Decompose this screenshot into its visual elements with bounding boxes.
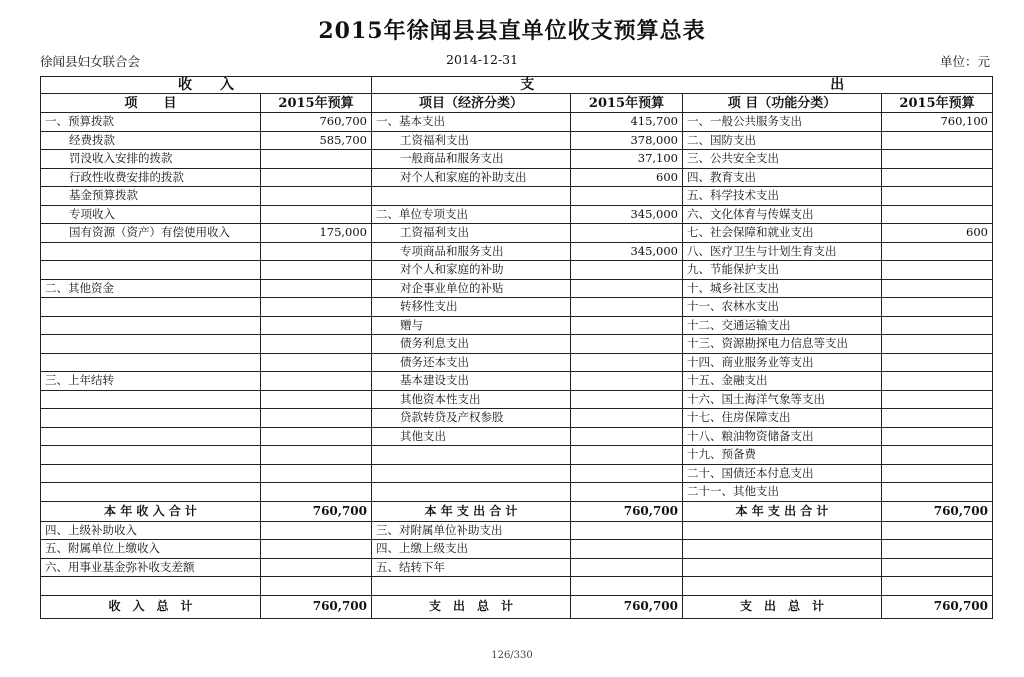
func-budget — [882, 483, 993, 502]
func-item: 七、社会保障和就业支出 — [683, 224, 882, 243]
income-total-label: 本 年 收 入 合 计 — [41, 501, 261, 521]
col-budget-income: 2015年预算 — [261, 94, 372, 113]
expense-header-left: 支 — [372, 77, 683, 94]
income-budget — [261, 540, 372, 559]
header-row-1 — [41, 77, 993, 94]
econ-budget — [571, 316, 683, 335]
econ-budget — [571, 279, 683, 298]
econ-item: 四、上缴上级支出 — [372, 540, 571, 559]
func-item: 十六、国土海洋气象等支出 — [683, 390, 882, 409]
table-row — [41, 242, 993, 261]
econ-budget — [571, 372, 683, 391]
income-item: 四、上级补助收入 — [41, 521, 261, 540]
func-item: 十二、交通运输支出 — [683, 316, 882, 335]
func-budget — [882, 558, 993, 577]
func-budget — [882, 390, 993, 409]
econ-item: 五、结转下年 — [372, 558, 571, 577]
income-item: 五、附属单位上缴收入 — [41, 540, 261, 559]
table-row — [41, 261, 993, 280]
income-grand-label: 收 入 总 计 — [41, 595, 261, 618]
func-budget — [882, 353, 993, 372]
income-item — [41, 427, 261, 446]
organization-name: 徐闻县妇女联合会 — [40, 54, 141, 69]
func-budget — [882, 335, 993, 354]
econ-budget — [571, 390, 683, 409]
econ-budget — [571, 521, 683, 540]
income-item — [41, 353, 261, 372]
func-item: 十七、住房保障支出 — [683, 409, 882, 428]
col-func: 项 目（功能分类） — [683, 94, 882, 113]
econ-item: 工资福利支出 — [372, 131, 571, 150]
income-item — [41, 242, 261, 261]
econ-item: 对企事业单位的补贴 — [372, 279, 571, 298]
income-item: 六、用事业基金弥补收支差额 — [41, 558, 261, 577]
func-budget — [882, 521, 993, 540]
income-budget — [261, 335, 372, 354]
func-item: 十四、商业服务业等支出 — [683, 353, 882, 372]
econ-item: 赠与 — [372, 316, 571, 335]
econ-budget: 600 — [571, 168, 683, 187]
table-row — [41, 150, 993, 169]
econ-budget: 415,700 — [571, 113, 683, 132]
econ-budget — [571, 187, 683, 206]
func-budget — [882, 577, 993, 596]
income-budget — [261, 483, 372, 502]
func-item — [683, 558, 882, 577]
econ-budget — [571, 577, 683, 596]
econ-item — [372, 446, 571, 465]
econ-item: 二、单位专项支出 — [372, 205, 571, 224]
table-row — [41, 353, 993, 372]
budget-table — [40, 76, 993, 619]
econ-item: 一、基本支出 — [372, 113, 571, 132]
table-row — [41, 577, 993, 596]
col-budget-func: 2015年预算 — [882, 94, 993, 113]
econ-budget — [571, 446, 683, 465]
econ-budget — [571, 558, 683, 577]
income-item: 二、其他资金 — [41, 279, 261, 298]
income-budget — [261, 187, 372, 206]
func-item: 三、公共安全支出 — [683, 150, 882, 169]
header-row-2 — [41, 94, 993, 113]
func-item: 十一、农林水支出 — [683, 298, 882, 317]
econ-budget — [571, 261, 683, 280]
econ-item: 贷款转贷及产权参股 — [372, 409, 571, 428]
income-item — [41, 390, 261, 409]
func-budget: 760,100 — [882, 113, 993, 132]
income-budget — [261, 390, 372, 409]
page-title: 2015年徐闻县县直单位收支预算总表 — [318, 18, 706, 44]
func-item: 九、节能保护支出 — [683, 261, 882, 280]
econ-item: 对个人和家庭的补助支出 — [372, 168, 571, 187]
table-row — [41, 298, 993, 317]
income-budget — [261, 427, 372, 446]
func-item: 十九、预备费 — [683, 446, 882, 465]
econ-item: 工资福利支出 — [372, 224, 571, 243]
table-row — [41, 279, 993, 298]
table-row — [41, 409, 993, 428]
econ-budget: 345,000 — [571, 205, 683, 224]
income-budget — [261, 261, 372, 280]
income-budget: 760,700 — [261, 113, 372, 132]
func-total-value: 760,700 — [882, 501, 993, 521]
econ-budget: 345,000 — [571, 242, 683, 261]
func-item: 二十、国债还本付息支出 — [683, 464, 882, 483]
econ-budget — [571, 224, 683, 243]
econ-item: 专项商品和服务支出 — [372, 242, 571, 261]
income-budget — [261, 521, 372, 540]
econ-item: 债务利息支出 — [372, 335, 571, 354]
econ-item — [372, 464, 571, 483]
func-item: 十八、粮油物资储备支出 — [683, 427, 882, 446]
table-row — [41, 316, 993, 335]
income-item: 一、预算拨款 — [41, 113, 261, 132]
income-budget — [261, 205, 372, 224]
col-item: 项 目 — [41, 94, 261, 113]
table-row — [41, 372, 993, 391]
income-item: 罚没收入安排的拨款 — [41, 150, 261, 169]
func-item: 四、教育支出 — [683, 168, 882, 187]
income-budget — [261, 577, 372, 596]
income-item: 基金预算拨款 — [41, 187, 261, 206]
econ-total-label: 本 年 支 出 合 计 — [372, 501, 571, 521]
table-row — [41, 335, 993, 354]
func-item: 一、一般公共服务支出 — [683, 113, 882, 132]
meta-line — [40, 52, 990, 70]
econ-budget: 378,000 — [571, 131, 683, 150]
func-budget — [882, 298, 993, 317]
table-row — [41, 558, 993, 577]
income-item: 行政性收费安排的拨款 — [41, 168, 261, 187]
income-budget — [261, 464, 372, 483]
econ-item: 对个人和家庭的补助 — [372, 261, 571, 280]
table-row — [41, 113, 993, 132]
func-item: 五、科学技术支出 — [683, 187, 882, 206]
econ-budget — [571, 353, 683, 372]
income-item: 专项收入 — [41, 205, 261, 224]
func-budget — [882, 372, 993, 391]
income-item: 经费拨款 — [41, 131, 261, 150]
income-item — [41, 298, 261, 317]
econ-item: 一般商品和服务支出 — [372, 150, 571, 169]
col-econ: 项目（经济分类） — [372, 94, 571, 113]
income-grand-value: 760,700 — [261, 595, 372, 618]
income-item: 国有资源（资产）有偿使用收入 — [41, 224, 261, 243]
func-item: 二、国防支出 — [683, 131, 882, 150]
econ-budget: 37,100 — [571, 150, 683, 169]
func-budget — [882, 242, 993, 261]
func-budget — [882, 316, 993, 335]
func-item: 十、城乡社区支出 — [683, 279, 882, 298]
econ-budget — [571, 483, 683, 502]
func-item: 十五、金融支出 — [683, 372, 882, 391]
table-row — [41, 390, 993, 409]
table-row — [41, 521, 993, 540]
econ-budget — [571, 409, 683, 428]
func-budget — [882, 540, 993, 559]
func-grand-label: 支 出 总 计 — [683, 595, 882, 618]
econ-item — [372, 577, 571, 596]
income-budget — [261, 150, 372, 169]
table-row — [41, 427, 993, 446]
income-budget — [261, 372, 372, 391]
func-total-label: 本 年 支 出 合 计 — [683, 501, 882, 521]
table-row — [41, 224, 993, 243]
income-item: 三、上年结转 — [41, 372, 261, 391]
income-budget: 585,700 — [261, 131, 372, 150]
func-item: 八、医疗卫生与计划生育支出 — [683, 242, 882, 261]
income-item — [41, 335, 261, 354]
expense-header-right: 出 — [683, 77, 993, 94]
income-item — [41, 483, 261, 502]
annual-total-row — [41, 501, 993, 521]
econ-item: 其他资本性支出 — [372, 390, 571, 409]
econ-budget — [571, 464, 683, 483]
econ-item: 债务还本支出 — [372, 353, 571, 372]
func-budget — [882, 446, 993, 465]
func-budget — [882, 168, 993, 187]
income-budget — [261, 316, 372, 335]
econ-item — [372, 187, 571, 206]
econ-item — [372, 483, 571, 502]
func-budget — [882, 427, 993, 446]
func-budget — [882, 187, 993, 206]
col-budget-econ: 2015年预算 — [571, 94, 683, 113]
table-row — [41, 168, 993, 187]
econ-item: 其他支出 — [372, 427, 571, 446]
income-budget — [261, 558, 372, 577]
econ-grand-label: 支 出 总 计 — [372, 595, 571, 618]
func-grand-value: 760,700 — [882, 595, 993, 618]
table-row — [41, 131, 993, 150]
income-item — [41, 261, 261, 280]
table-row — [41, 540, 993, 559]
econ-grand-value: 760,700 — [571, 595, 683, 618]
income-budget — [261, 409, 372, 428]
table-row — [41, 205, 993, 224]
func-budget — [882, 409, 993, 428]
econ-item: 转移性支出 — [372, 298, 571, 317]
income-item — [41, 409, 261, 428]
func-budget — [882, 279, 993, 298]
table-row — [41, 187, 993, 206]
econ-total-value: 760,700 — [571, 501, 683, 521]
func-item — [683, 540, 882, 559]
income-item — [41, 446, 261, 465]
econ-item: 三、对附属单位补助支出 — [372, 521, 571, 540]
currency-unit: 单位：元 — [939, 54, 990, 69]
func-item: 六、文化体育与传媒支出 — [683, 205, 882, 224]
income-budget: 175,000 — [261, 224, 372, 243]
income-budget — [261, 298, 372, 317]
func-budget — [882, 464, 993, 483]
income-item — [41, 577, 261, 596]
income-budget — [261, 353, 372, 372]
func-budget — [882, 131, 993, 150]
table-row — [41, 446, 993, 465]
income-budget — [261, 279, 372, 298]
func-budget: 600 — [882, 224, 993, 243]
econ-budget — [571, 298, 683, 317]
func-budget — [882, 150, 993, 169]
income-budget — [261, 446, 372, 465]
econ-item: 基本建设支出 — [372, 372, 571, 391]
func-item — [683, 521, 882, 540]
report-date: 2014-12-31 — [446, 52, 519, 67]
income-budget — [261, 242, 372, 261]
income-total-value: 760,700 — [261, 501, 372, 521]
econ-budget — [571, 335, 683, 354]
econ-budget — [571, 540, 683, 559]
func-item: 十三、资源勘探电力信息等支出 — [683, 335, 882, 354]
func-item: 二十一、其他支出 — [683, 483, 882, 502]
income-item — [41, 464, 261, 483]
income-budget — [261, 168, 372, 187]
func-budget — [882, 261, 993, 280]
page-number: 126/330 — [491, 650, 533, 661]
econ-budget — [571, 427, 683, 446]
income-item — [41, 316, 261, 335]
income-header: 收 入 — [41, 77, 372, 94]
grand-total-row — [41, 595, 993, 618]
table-row — [41, 464, 993, 483]
func-budget — [882, 205, 993, 224]
func-item — [683, 577, 882, 596]
table-row — [41, 483, 993, 502]
